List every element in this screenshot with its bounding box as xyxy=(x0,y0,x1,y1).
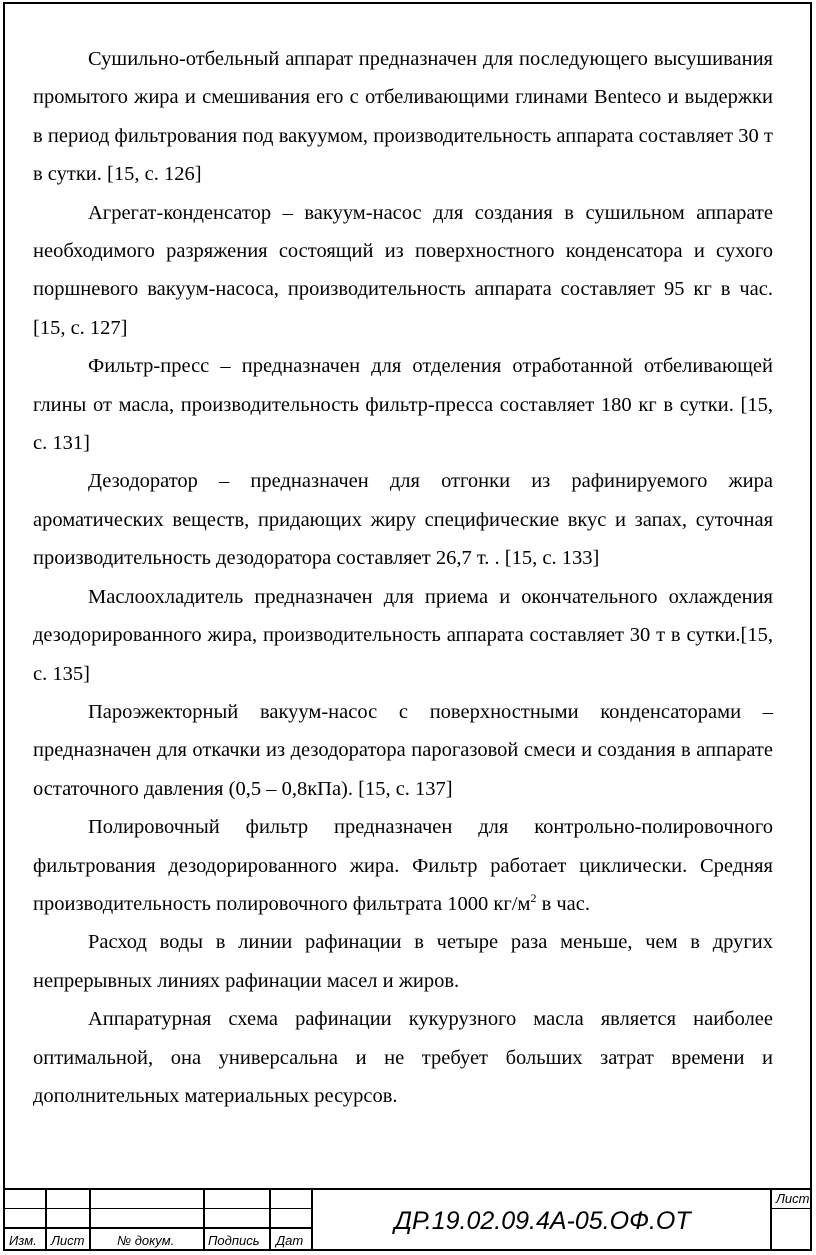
superscript: 2 xyxy=(530,891,537,906)
paragraph-deodorizer: Дезодоратор – предназначен для отгонки из рафинируемого жира ароматических веществ, придающих жиру специфические вкус и запах, суточная производительность дезодоратора составляет 26,7 т. . [15, с. 133] xyxy=(33,470,773,570)
document-code: ДР.19.02.09.4А-05.ОФ.ОТ xyxy=(394,1207,691,1235)
stamp-col-line-4 xyxy=(269,1188,271,1251)
stamp-label-sign: Подпись xyxy=(208,1233,260,1248)
polishing-filter-text: Полировочный фильтр предназначен для контрольно-полировочного фильтрования дезодорированного жира. Фильтр работает циклически. Средняя производительность полировочного фильтрата 1000 кг/м xyxy=(33,816,773,915)
stamp-col-line-1 xyxy=(45,1188,47,1251)
paragraph-ejector-pump: Пароэжекторный вакуум-насос с поверхностными конденсаторами – предназначен для откачки из дезодоратора парогазовой смеси и создания в аппарате остаточного давления (0,5 – 0,8кПа). [15, с. 137] xyxy=(33,700,773,800)
paragraph-water-usage: Расход воды в линии рафинации в четыре раза меньше, чем в других непрерывных линиях рафинации масел и жиров. xyxy=(33,931,773,992)
stamp-col-line-3 xyxy=(203,1188,205,1251)
paragraph-condenser-pump: Агрегат-конденсатор – вакуум-насос для создания в сушильном аппарате необходимого разряжения состоящий из поверхностного конденсатора и сухого поршневого вакуум-насоса, производительность аппарата составляет 95 кг в час. [15, с. 127] xyxy=(33,201,773,339)
stamp-label-izm: Изм. xyxy=(9,1233,37,1248)
stamp-sheet-label: Лист xyxy=(776,1191,810,1206)
stamp-col-line-2 xyxy=(89,1188,91,1251)
paragraph-polishing-filter xyxy=(33,808,773,923)
stamp-row-line-2 xyxy=(3,1227,313,1229)
stamp-label-list: Лист xyxy=(51,1233,85,1248)
paragraph-conclusion: Аппаратурная схема рафинации кукурузного масла является наиболее оптимальной, она универсальна и не требует больших затрат времени и дополнительных материальных ресурсов. xyxy=(33,1008,773,1107)
paragraph-drying-apparatus: Сушильно-отбельный аппарат предназначен для последующего высушивания промытого жира и смешивания его с отбеливающими глинами Benteco и выдержки в период фильтрования под вакуумом, производительность аппарата составляет 30 т в сутки. [15, с. 126] xyxy=(33,48,773,186)
stamp-label-date: Дат xyxy=(276,1233,304,1248)
stamp-sheet-line xyxy=(772,1208,812,1209)
stamp-label-doc-no: № докум. xyxy=(117,1233,175,1248)
paragraph-filter-press: Фильтр-пресс – предназначен для отделения отработанной отбеливающей глины от масла, производительность фильтр-пресса составляет 180 кг в сутки. [15, с. 131] xyxy=(33,355,773,455)
title-block xyxy=(3,1188,812,1251)
polishing-filter-tail: в час. xyxy=(536,892,590,915)
body-text xyxy=(33,40,773,1115)
paragraph-oil-cooler: Маслоохладитель предназначен для приема и окончательного охлаждения дезодорированного жира, производительность аппарата составляет 30 т в сутки.[15, с. 135] xyxy=(33,585,773,685)
stamp-row-line-1 xyxy=(3,1208,313,1209)
